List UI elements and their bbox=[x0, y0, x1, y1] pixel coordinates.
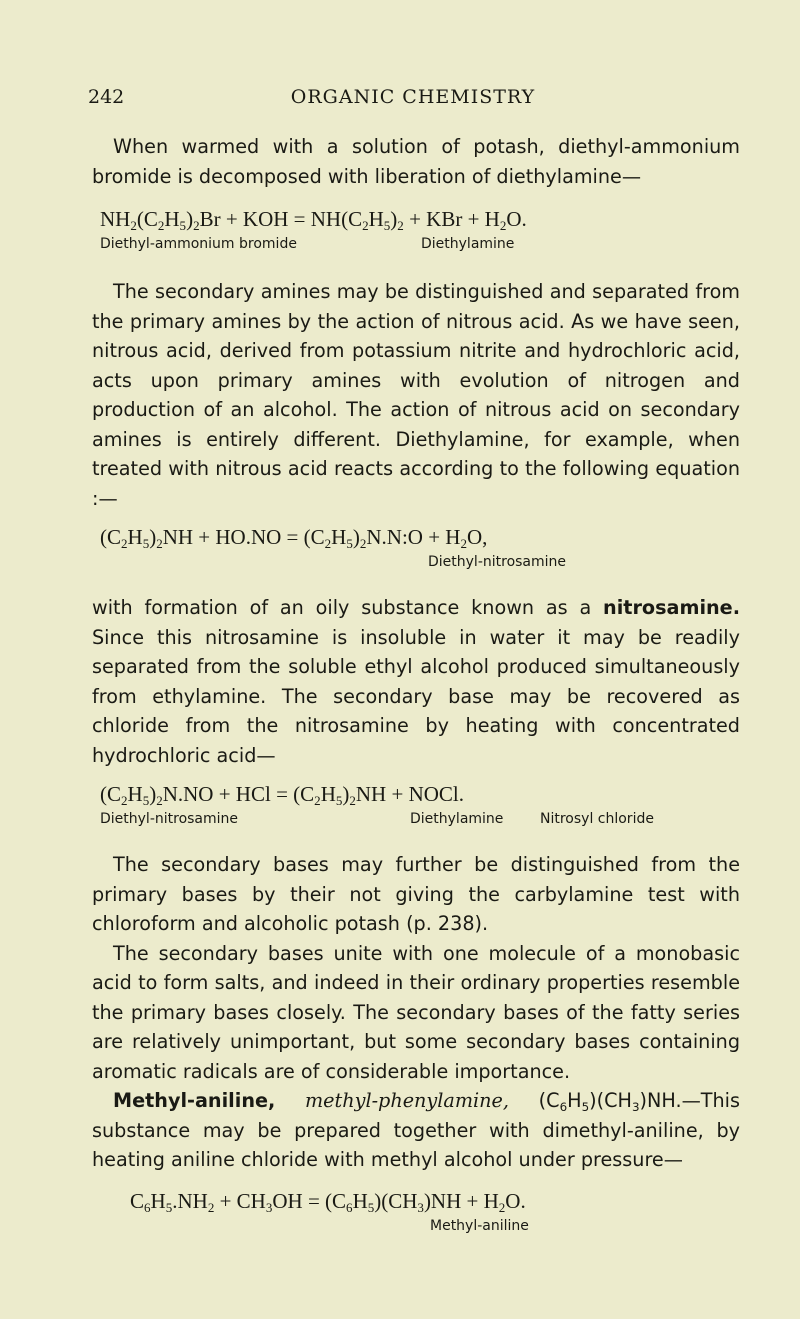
running-title: ORGANIC CHEMISTRY bbox=[290, 86, 536, 108]
equation-text: $C_6H_5.NH_2 + CH_3OH = (C_6H_5)(CH_3)NH + H_2O$. bbox=[130, 1188, 526, 1215]
equation-methyl-aniline-preparation bbox=[92, 1187, 740, 1215]
caption-diethylamine: Diethylamine bbox=[410, 811, 504, 827]
page-body bbox=[92, 132, 740, 1237]
equation-text: $(C_2H_5)_2NH + HO.NO$ = $(C_2H_5)_2N.N:O + H_2O$, bbox=[100, 525, 488, 552]
caption-diethyl-nitrosamine: Diethyl-nitrosamine bbox=[428, 554, 567, 570]
term-methyl-aniline: Methyl-aniline, bbox=[113, 1089, 276, 1112]
paragraph-secondary-bases: The secondary bases unite with one molecule of a monobasic acid to form salts, and indeed in their ordinary properties resemble the primary bases closely. The secondary bases of the fatty series are relatively unimportant, but some secondary bases containing aromatic radicals are of considerable importance. bbox=[92, 941, 740, 1083]
equation-captions bbox=[92, 810, 740, 830]
page-number: 242 bbox=[88, 86, 125, 108]
equation-captions bbox=[92, 1217, 740, 1237]
term-methyl-phenylamine: methyl-phenylamine, bbox=[304, 1089, 509, 1112]
paragraph-potash: When warmed with a solution of potash, diethyl-ammonium bromide is decomposed with liberation of diethylamine— bbox=[92, 135, 740, 188]
term-nitrosamine: nitrosamine. bbox=[603, 596, 740, 619]
equation-captions bbox=[92, 553, 740, 573]
paragraph-carbylamine: The secondary bases may further be distinguished from the primary bases by their not giving the carbylamine test with chloroform and alcoholic potash (p. 238). bbox=[92, 853, 740, 935]
page-header bbox=[88, 86, 738, 116]
equation-nitrosamine-hydrolysis bbox=[92, 780, 740, 808]
equation-captions bbox=[92, 235, 740, 255]
caption-diethyl-nitrosamine: Diethyl-nitrosamine bbox=[100, 811, 239, 827]
equation-nitrosamine-formation bbox=[92, 523, 740, 551]
equation-text: $NH_2(C_2H_5)_2Br$ + KOH = $NH(C_2H_5)_2$ + KBr + $H_2O$. bbox=[100, 207, 527, 234]
caption-nitrosyl-chloride: Nitrosyl chloride bbox=[540, 811, 654, 827]
caption-methyl-aniline: Methyl-aniline bbox=[430, 1217, 529, 1234]
caption-diethyl-ammonium-bromide: Diethyl-ammonium bromide bbox=[100, 236, 297, 252]
paragraph-nitrous-acid: The secondary amines may be distinguished and separated from the primary amines by the action of nitrous acid. As we have seen, nitrous acid, derived from potassium nitrite and hydrochloric acid, acts upon primary amines with evolution of nitrogen and production of an alcohol. The action of nitrous acid on secondary amines is entirely different. Diethylamine, for example, when treated with nitrous acid reacts according to the following equation :— bbox=[92, 280, 740, 510]
caption-diethylamine: Diethylamine bbox=[421, 236, 515, 252]
equation-text: $(C_2H_5)_2N.NO$ + HCl = $(C_2H_5)_2NH$ + NOCl. bbox=[100, 782, 464, 809]
paragraph-methyl-aniline: Methyl-aniline, methyl-phenylamine, $(C_6H_5)(CH_3)NH.—This$ substance may be prepared together with dimethyl-aniline, by heating aniline chloride with methyl alcohol under pressure— bbox=[92, 1089, 740, 1171]
paragraph-nitrosamine: with formation of an oily substance known as a nitrosamine. Since this nitrosamine is insoluble in water it may be readily separated from the soluble ethyl alcohol produced simultaneously from ethylamine. The secondary base may be recovered as chloride from the nitrosamine by heating with concentrated hydrochloric acid— bbox=[92, 596, 740, 767]
equation-diethylamine-liberation bbox=[92, 205, 740, 233]
